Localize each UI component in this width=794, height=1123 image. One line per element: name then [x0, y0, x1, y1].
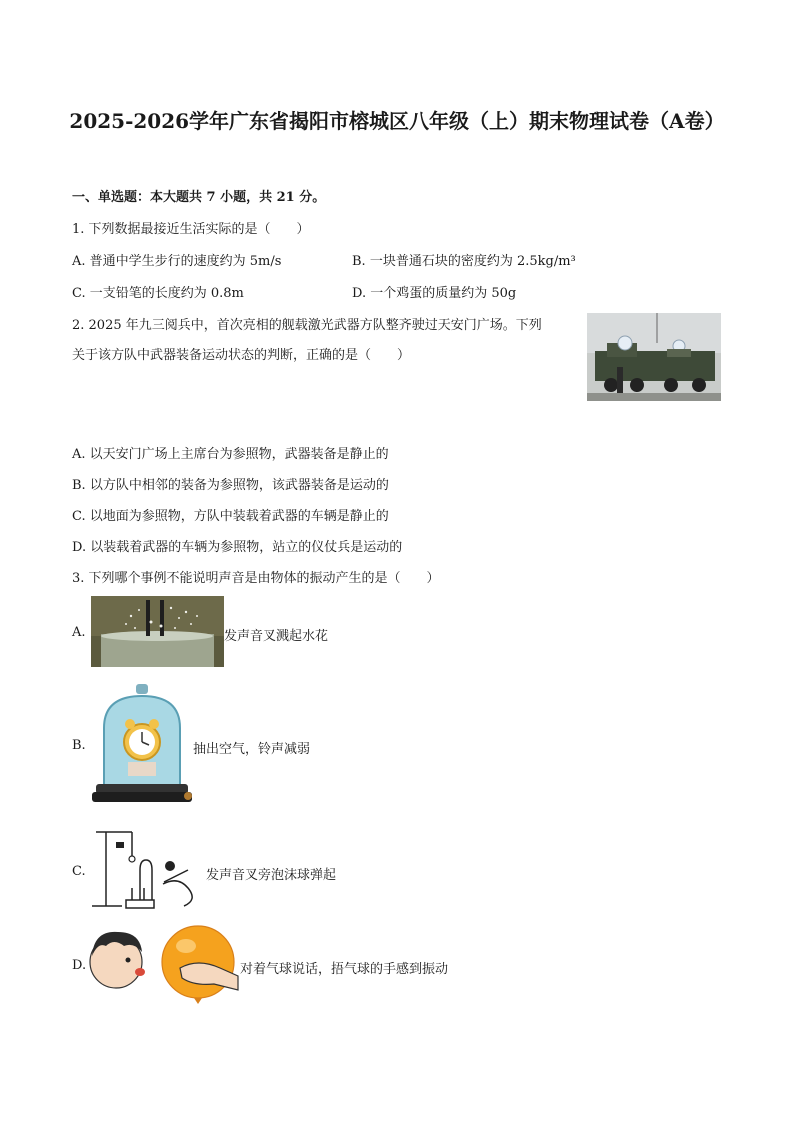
q2-stem-line1: 2. 2025 年九三阅兵中，首次亮相的舰载激光武器方队整齐驶过天安门广场。下列 — [72, 318, 542, 333]
q1-option-d: D. 一个鸡蛋的质量约为 50g — [352, 286, 517, 301]
q1-option-c: C. 一支铅笔的长度约为 0.8m — [72, 286, 244, 301]
q3-option-c-caption: 发声音叉旁泡沫球弹起 — [206, 868, 337, 883]
q1-option-a: A. 普通中学生步行的速度约为 5m/s — [72, 254, 282, 269]
q2-option-d: D. 以装载着武器的车辆为参照物，站立的仪仗兵是运动的 — [72, 540, 403, 555]
section-heading: 一、单选题：本大题共 7 小题，共 21 分。 — [72, 190, 326, 205]
bell-jar-alarm-clock-picture — [90, 684, 194, 808]
q1-stem: 1. 下列数据最接近生活实际的是（ ） — [72, 222, 310, 237]
paper-title: 2025-2026学年广东省揭阳市榕城区八年级（上）期末物理试卷（A卷） — [69, 109, 725, 133]
boy-talking-to-balloon-picture — [88, 924, 240, 1006]
q2-option-b: B. 以方队中相邻的装备为参照物，该武器装备是运动的 — [72, 478, 389, 493]
q3-option-d-caption: 对着气球说话，捂气球的手感到振动 — [240, 962, 449, 977]
q3-option-c-letter: C. — [72, 864, 86, 879]
q3-option-b-caption: 抽出空气，铃声减弱 — [193, 742, 311, 757]
q2-option-a: A. 以天安门广场上主席台为参照物，武器装备是静止的 — [72, 447, 389, 462]
q3-option-b-letter: B. — [72, 738, 86, 753]
tuning-fork-water-splash-photo — [91, 596, 224, 667]
q2-option-c: C. 以地面为参照物，方队中装载着武器的车辆是静止的 — [72, 509, 389, 524]
q2-stem-line2: 关于该方队中武器装备运动状态的判断，正确的是（ ） — [72, 348, 411, 363]
q3-option-a-letter: A. — [72, 625, 86, 640]
q3-option-a-caption: 发声音叉溅起水花 — [224, 629, 329, 644]
q3-option-d-letter: D. — [72, 958, 87, 973]
parade-laser-weapon-photo — [587, 313, 721, 401]
tuning-fork-foam-ball-diagram — [88, 826, 206, 914]
q1-option-b: B. 一块普通石块的密度约为 2.5kg/m³ — [352, 254, 576, 269]
q3-stem: 3. 下列哪个事例不能说明声音是由物体的振动产生的是（ ） — [72, 571, 440, 586]
